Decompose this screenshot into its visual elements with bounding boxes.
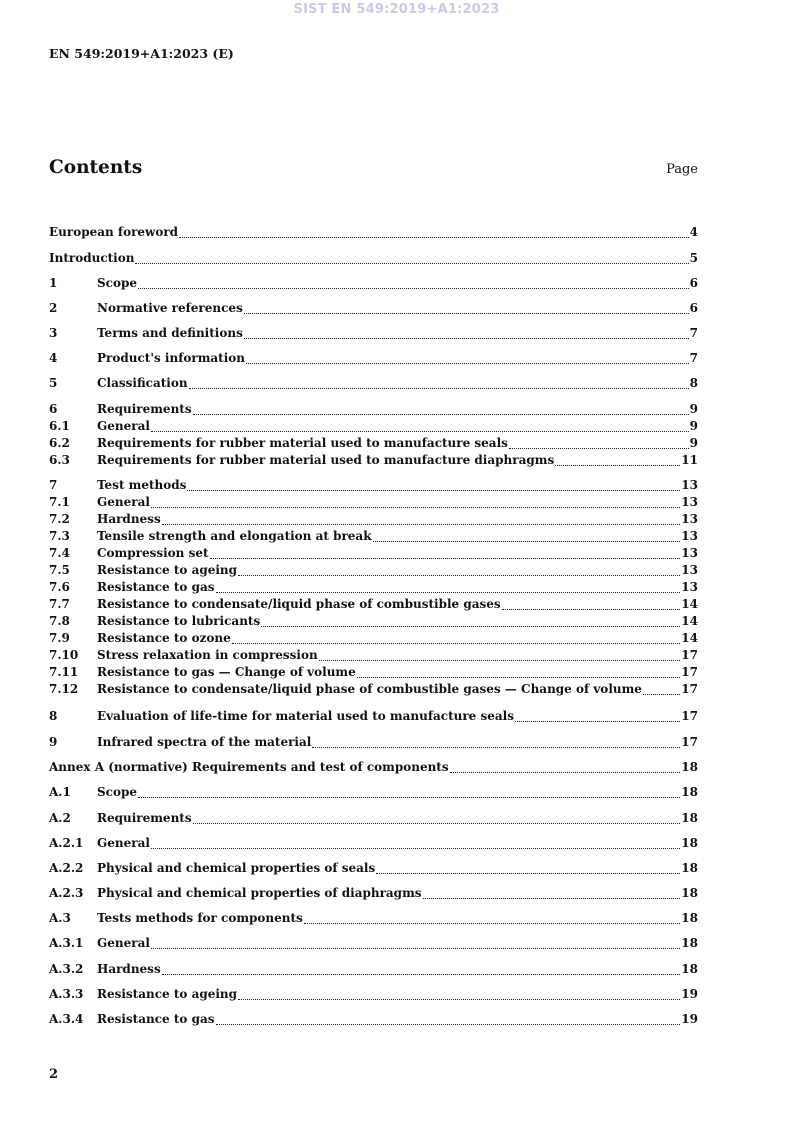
toc-entry-page: 14 [681,597,698,611]
toc-entry-number: 7.11 [49,665,79,679]
dot-leader [193,823,681,824]
dot-leader [189,388,689,389]
toc-entry-number: 8 [49,709,58,723]
toc-entry-page: 7 [689,351,698,365]
dot-leader [373,541,681,542]
toc-entry-title: Scope [97,276,138,290]
toc-entry-page: 19 [681,987,698,1001]
dot-leader [193,414,689,415]
toc-entry-number: A.2.1 [49,836,84,850]
toc-entry[interactable] [49,961,698,978]
toc-entry-title: Test methods [97,478,187,492]
toc-entry-number: A.3 [49,911,71,925]
toc-entry-number: 7.4 [49,546,70,560]
toc-entry-page: 13 [681,563,698,577]
toc-entry[interactable] [49,579,698,596]
toc-entry-page: 6 [689,276,698,290]
toc-entry[interactable] [49,350,698,367]
toc-entry-page: 13 [681,478,698,492]
toc-entry-number: A.1 [49,785,71,799]
toc-entry-page: 17 [681,682,698,696]
dot-leader [210,558,681,559]
toc-entry[interactable] [49,647,698,664]
toc-entry-title: Requirements for rubber material used to manufacture seals [97,436,508,450]
toc-entry[interactable] [49,224,698,241]
dot-leader [135,263,688,264]
toc-entry-page: 18 [681,785,698,799]
toc-entry-page: 13 [681,512,698,526]
toc-entry-number: 4 [49,351,58,365]
toc-entry-page: 14 [681,614,698,628]
toc-entry-page: 13 [681,529,698,543]
toc-entry-title: Product's information [97,351,245,365]
dot-leader [151,948,680,949]
toc-entry-number: A.2 [49,811,71,825]
toc-entry[interactable] [49,275,698,292]
toc-entry[interactable] [49,1011,698,1028]
dot-leader [151,431,689,432]
dot-leader [643,694,680,695]
toc-entry-number: 5 [49,376,58,390]
contents-title: Contents [49,157,143,178]
toc-entry-number: A.3.2 [49,962,84,976]
toc-entry[interactable] [49,664,698,681]
page-column-label: Page [666,162,698,177]
toc-entry-title: Introduction [49,251,135,265]
toc-entry-page: 17 [681,709,698,723]
toc-entry-title: Resistance to condensate/liquid phase of combustible gases [97,597,501,611]
dot-leader [502,609,681,610]
toc-entry-title: General [97,495,150,509]
toc-entry-number: 9 [49,735,58,749]
dot-leader [179,237,689,238]
toc-entry-title: Requirements for rubber material used to manufacture diaphragms [97,453,555,467]
toc-entry-page: 18 [681,936,698,950]
toc-entry[interactable] [49,613,698,630]
toc-entry-number: 2 [49,301,58,315]
toc-entry-number: A.3.1 [49,936,84,950]
toc-entry-page: 11 [681,453,698,467]
toc-entry-page: 18 [681,836,698,850]
toc-entry-page: 13 [681,495,698,509]
toc-entry[interactable] [49,528,698,545]
toc-entry-number: 1 [49,276,58,290]
dot-leader [151,848,680,849]
dot-leader [187,490,680,491]
toc-entry-title: Resistance to ageing [97,563,238,577]
toc-entry[interactable] [49,477,698,494]
toc-entry[interactable] [49,681,698,698]
toc-entry-number: 7.2 [49,512,70,526]
watermark: SIST EN 549:2019+A1:2023 [293,2,500,17]
toc-entry-number: A.2.3 [49,886,84,900]
toc-entry-title: Normative references [97,301,243,315]
dot-leader [515,721,680,722]
toc-entry[interactable] [49,935,698,952]
toc-entry-title: Classification [97,376,188,390]
toc-entry-title: Infrared spectra of the material [97,735,312,749]
toc-entry-title: Resistance to ozone [97,631,231,645]
dot-leader [216,592,681,593]
toc-entry-number: 6 [49,402,58,416]
toc-entry[interactable] [49,325,698,342]
toc-entry-title: General [97,836,150,850]
toc-entry[interactable] [49,375,698,392]
toc-entry-number: 7.1 [49,495,70,509]
toc-entry-title: Terms and definitions [97,326,243,340]
toc-entry[interactable] [49,810,698,827]
toc-entry-title: Evaluation of life-time for material used to manufacture seals [97,709,514,723]
toc-entry-title: Resistance to gas [97,580,215,594]
toc-entry[interactable] [49,511,698,528]
dot-leader [246,363,689,364]
toc-entry-number: 7.3 [49,529,70,543]
toc-entry-page: 18 [681,811,698,825]
toc-entry-title: Stress relaxation in compression [97,648,318,662]
toc-entry[interactable] [49,986,698,1003]
toc-entry-title: Requirements [97,402,192,416]
toc-entry-title: Tensile strength and elongation at break [97,529,372,543]
toc-entry[interactable] [49,418,698,435]
toc-entry-number: 7.12 [49,682,79,696]
dot-leader [244,338,689,339]
toc-entry-number: 3 [49,326,58,340]
toc-entry[interactable] [49,401,698,418]
dot-leader [312,747,680,748]
dot-leader [304,923,680,924]
dot-leader [216,1024,681,1025]
toc-entry[interactable] [49,452,698,469]
toc-entry[interactable] [49,708,698,725]
toc-entry-title: Tests methods for components [97,911,303,925]
toc-entry-page: 7 [689,326,698,340]
toc-entry[interactable] [49,885,698,902]
toc-entry[interactable] [49,759,698,776]
dot-leader [357,677,681,678]
toc-entry-title: Resistance to lubricants [97,614,261,628]
toc-entry-page: 18 [681,861,698,875]
toc-entry-page: 5 [689,251,698,265]
toc-entry-page: 18 [681,760,698,774]
toc-entry-number: 7.7 [49,597,70,611]
toc-entry-title: Compression set [97,546,209,560]
dot-leader [138,288,689,289]
dot-leader [509,448,689,449]
dot-leader [162,974,681,975]
document-id: EN 549:2019+A1:2023 (E) [49,46,234,61]
toc-entry-page: 6 [689,301,698,315]
toc-entry-title: Scope [97,785,138,799]
toc-entry-page: 18 [681,962,698,976]
dot-leader [450,772,681,773]
dot-leader [555,465,680,466]
toc-entry-number: 7.9 [49,631,70,645]
toc-entry-title: Hardness [97,512,161,526]
toc-entry-page: 17 [681,735,698,749]
toc-entry-number: 7.5 [49,563,70,577]
toc-entry-title: Resistance to condensate/liquid phase of combustible gases — Change of volume [97,682,642,696]
toc-entry-number: 6.3 [49,453,70,467]
dot-leader [162,524,681,525]
dot-leader [151,507,680,508]
dot-leader [244,313,689,314]
toc-entry-title: Hardness [97,962,161,976]
toc-entry[interactable] [49,860,698,877]
toc-entry-title: General [97,936,150,950]
toc-entry-number: 7.6 [49,580,70,594]
toc-entry-page: 17 [681,648,698,662]
toc-entry-title: Resistance to gas [97,1012,215,1026]
toc-entry-number: 7.10 [49,648,79,662]
dot-leader [238,575,680,576]
toc-entry-number: A.3.3 [49,987,84,1001]
toc-entry[interactable] [49,494,698,511]
toc-entry[interactable] [49,835,698,852]
toc-entry[interactable] [49,734,698,751]
toc-entry-number: 7.8 [49,614,70,628]
toc-entry-page: 13 [681,546,698,560]
toc-entry[interactable] [49,910,698,927]
toc-entry-page: 8 [689,376,698,390]
toc-entry-number: 6.2 [49,436,70,450]
toc-entry-number: 6.1 [49,419,70,433]
toc-entry-page: 19 [681,1012,698,1026]
toc-entry-page: 9 [689,402,698,416]
toc-entry[interactable] [49,545,698,562]
toc-entry[interactable] [49,596,698,613]
toc-entry-page: 18 [681,911,698,925]
toc-entry[interactable] [49,300,698,317]
dot-leader [261,626,680,627]
toc-entry[interactable] [49,250,698,267]
toc-entry-title: Resistance to gas — Change of volume [97,665,356,679]
toc-entry-page: 17 [681,665,698,679]
toc-entry-number: A.2.2 [49,861,84,875]
dot-leader [376,873,680,874]
toc-entry-page: 9 [689,436,698,450]
toc-entry-page: 13 [681,580,698,594]
toc-entry-number: A.3.4 [49,1012,84,1026]
dot-leader [238,999,680,1000]
toc-entry[interactable] [49,784,698,801]
dot-leader [319,660,681,661]
toc-entry[interactable] [49,562,698,579]
toc-entry-title: Requirements [97,811,192,825]
toc-entry-page: 14 [681,631,698,645]
toc-entry-title: Physical and chemical properties of diaphragms [97,886,422,900]
toc-entry-page: 18 [681,886,698,900]
toc-entry-title: General [97,419,150,433]
toc-entry-page: 4 [689,225,698,239]
toc-entry-page: 9 [689,419,698,433]
toc-entry[interactable] [49,435,698,452]
dot-leader [423,898,681,899]
toc-entry-title: Physical and chemical properties of seals [97,861,376,875]
toc-entry-number: 7 [49,478,58,492]
toc-entry-title: Resistance to ageing [97,987,238,1001]
toc-entry-title: European foreword [49,225,179,239]
dot-leader [232,643,681,644]
toc-entry[interactable] [49,630,698,647]
page-number: 2 [49,1067,59,1082]
toc-entry-title: Annex A (normative) Requirements and test of components [49,760,449,774]
dot-leader [138,797,680,798]
